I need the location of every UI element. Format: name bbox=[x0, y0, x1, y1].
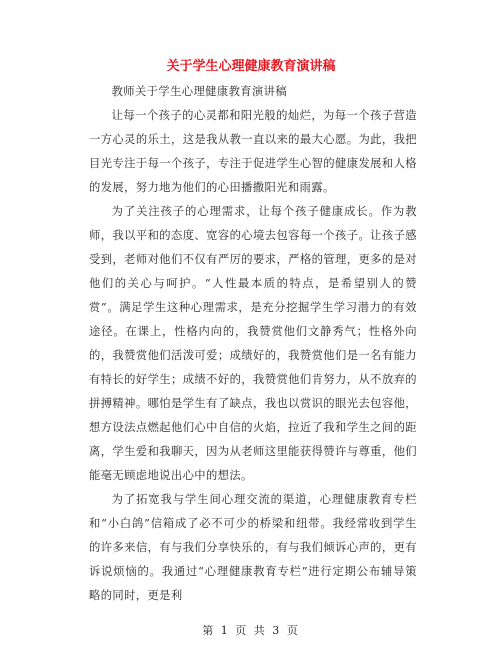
paragraph-1: 让每一个孩子的心灵都和阳光般的灿烂，为每一个孩子营造一方心灵的乐土，这是我从教一直以来的最大心愿。为此，我把目光专注于每一个孩子，专注于促进学生心智的健康发展和人格的发展，努力地为他们的心田播撒阳光和雨露。 bbox=[89, 109, 417, 194]
paragraph-3: 为了拓宽我与学生间心理交流的渠道，心理健康教育专栏和“小白鸽”信箱成了必不可少的桥梁和纽带。我经常收到学生的许多来信，有与我们分享快乐的，有与我们倾诉心声的，更有诉说烦恼的。我通过“心理健康教育专栏”进行定期公布辅导策略的同时，更是利 bbox=[89, 493, 417, 602]
document-title: 关于学生心理健康教育演讲稿 bbox=[166, 59, 336, 74]
document-body bbox=[89, 80, 417, 608]
document-subtitle: 教师关于学生心理健康教育演讲稿 bbox=[111, 85, 288, 98]
page-footer: 第 1 页 共 3 页 bbox=[202, 624, 300, 637]
paragraph-2: 为了关注孩子的心理需求，让每个孩子健康成长。作为教师，我以平和的态度、宽容的心境去包容每一个孩子。让孩子感受到，老师对他们不仅有严厉的要求，严格的管理，更多的是对他们的关心与呵护。“人性最本质的特点，是希望别人的赞赏”。满足学生这种心理需求，是充分挖掘学生学习潜力的有效途径。在课上，性格内向的，我赞赏他们文静秀气；性格外向的，我赞赏他们活泼可爱；成绩好的，我赞赏他们是一名有能力有特长的好学生；成绩不好的，我赞赏他们肯努力，从不放弃的拼搏精神。哪怕是学生有了缺点，我也以赏识的眼光去包容他，想方设法点燃起他们心中自信的火焰，拉近了我和学生之间的距离，学生爱和我聊天，因为从老师这里能获得赞许与尊重，他们能毫无顾虑地说出心中的想法。 bbox=[89, 205, 417, 482]
